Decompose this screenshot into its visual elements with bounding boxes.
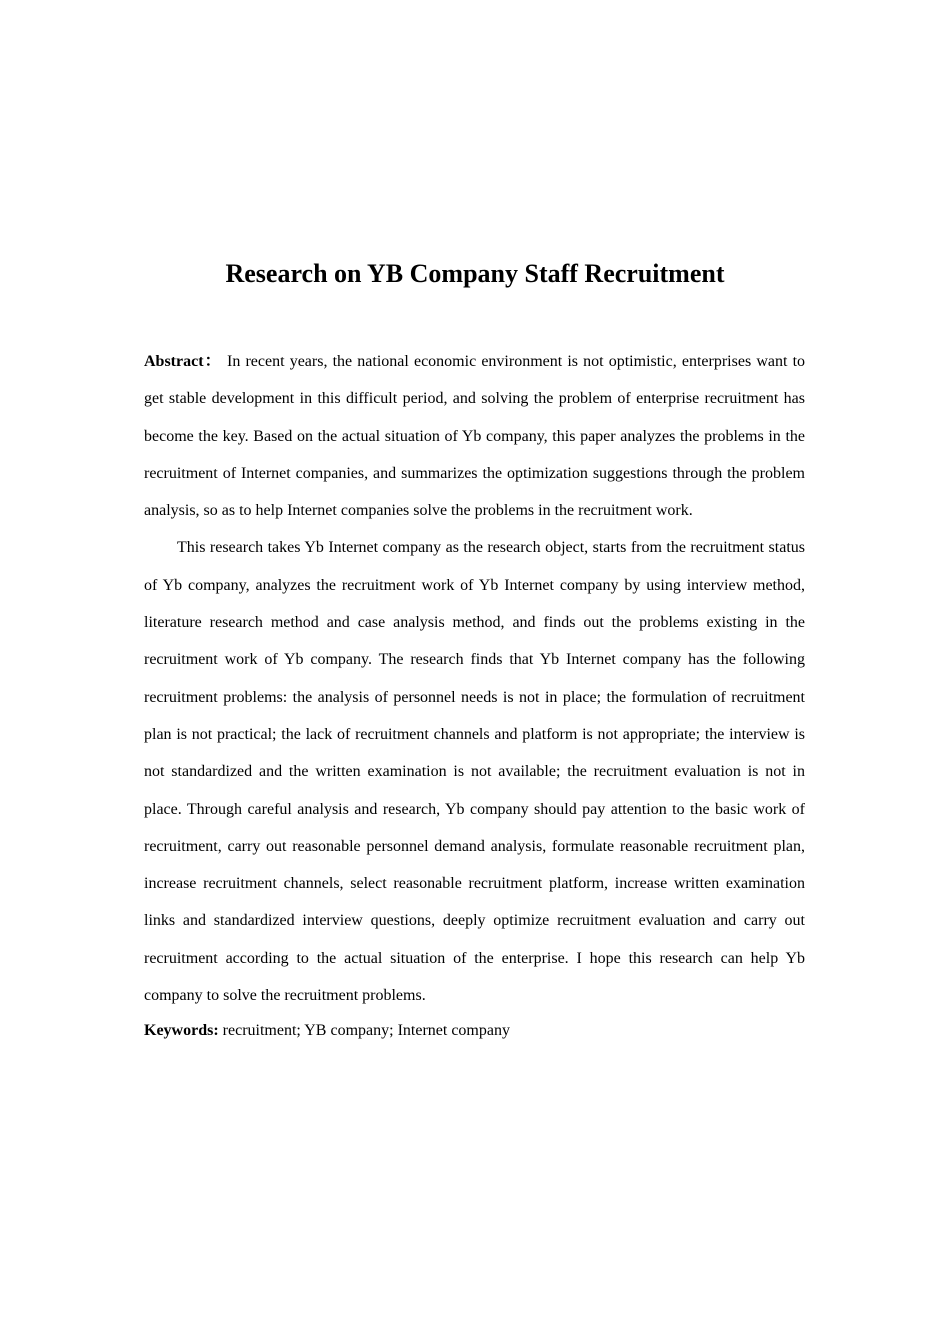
page-title: Research on YB Company Staff Recruitment (225, 259, 725, 288)
abstract-paragraph-1 (144, 343, 805, 529)
abstract-label: Abstract： (144, 353, 222, 370)
keywords-line (144, 1014, 805, 1047)
abstract-text-1: In recent years, the national economic environment is not optimistic, enterprises want to get stable development in this difficult period, and solving the problem of enterprise recruitment has become the key. Based on the actual situation of Yb company, this paper analyzes the problems in the recruitment of Internet companies, and summarizes the optimization suggestions through the problem analysis, so as to help Internet companies solve the problems in the recruitment work. (144, 353, 806, 520)
keywords-value: recruitment; YB company; Internet company (222, 1022, 510, 1040)
abstract-section (144, 343, 805, 1047)
abstract-paragraph-2: This research takes Yb Internet company as the research object, starts from the recruitment status of Yb company, analyzes the recruitment work of Yb Internet company by using interview method, literature research method and case analysis method, and finds out the problems existing in the recruitment work of Yb company. The research finds that Yb Internet company has the following recruitment problems: the analysis of personnel needs is not in place; the formulation of recruitment plan is not practical; the lack of recruitment channels and platform is not appropriate; the interview is not standardized and the written examination is not available; the recruitment evaluation is not in place. Through careful analysis and research, Yb company should pay attention to the basic work of recruitment, carry out reasonable personnel demand analysis, formulate reasonable recruitment plan, increase recruitment channels, select reasonable recruitment platform, increase written examination links and standardized interview questions, deeply optimize recruitment evaluation and carry out recruitment according to the actual situation of the enterprise. I hope this research can help Yb company to solve the recruitment problems. (144, 539, 805, 1005)
keywords-label: Keywords: (144, 1022, 219, 1040)
